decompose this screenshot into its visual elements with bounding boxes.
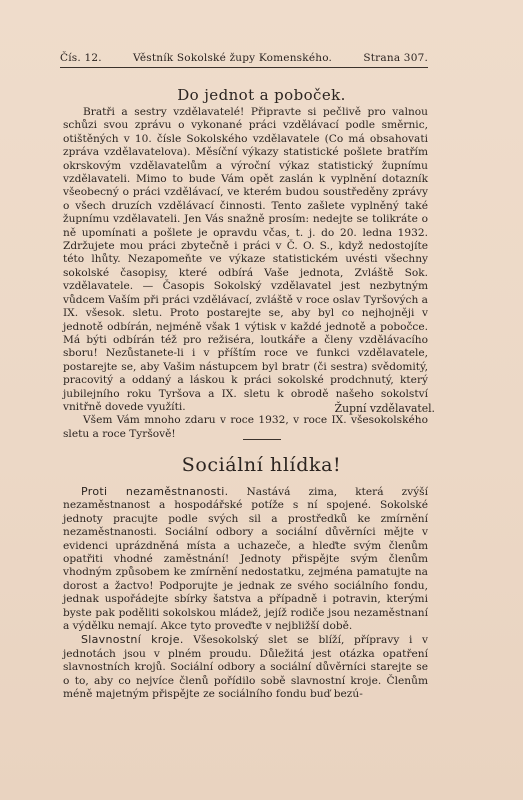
section-title-jednoty: Do jednot a poboček. <box>177 86 346 104</box>
paragraph <box>63 485 428 633</box>
paragraph-text: Všesokolský slet se blíží, přípravy i v jednotách jsou v plném proudu. Důležitá jest otázka opatření slavnostních krojů. Sociální odbory a sociální důvěrníci starejte se o to, aby co nejvíce členů pořídilo sobě slavnostní kroje. Členům méně majetným přispějte ze sociálního fondu buď bezú- <box>63 634 428 701</box>
section-title-socialni: Sociální hlídka! <box>181 454 342 476</box>
paragraph: Všem Vám mnoho zdaru v roce 1932, v roce IX. všesokolského sletu a roce Tyršově! <box>63 414 428 440</box>
header-rule <box>60 67 428 68</box>
paragraph-lead: Proti nezaměstnanosti. <box>81 485 229 498</box>
section-divider <box>0 432 523 446</box>
section-body-socialni <box>63 485 428 702</box>
paragraph <box>63 633 428 701</box>
issue-number: Čís. 12. <box>60 52 102 64</box>
paragraph-lead: Slavnostní kroje. <box>81 633 184 647</box>
journal-title: Věstník Sokolské župy Komenského. <box>133 52 333 64</box>
paragraph-text: Nastává zima, která zvýší nezaměstnanost a hospodářské potíže s ní spojené. Sokolské jednoty pracujte podle svých sil a prostředků ke zmírnění nezaměstnanosti. Sociální odbory a sociální důvěrníci mějte v evidenci uprázdněná místa a uchazeče, a hleďte svým členům opatřiti vhodné zaměstnání! Jednoty přispějte svým členům vhodným způsobem ke zmírnění nedostatku, zejména pamatujte na dorost a žactvo! Podporujte je jednak ze svého sociálního fondu, jednak uspořádejte sbírky šatstva a případně i potravin, kterými byste pak poděliti sokolskou mládež, jejíž rodiče jsou nezaměstnaní a výdělku nemají. Akce tyto proveďte v nejbližší době. <box>63 486 428 633</box>
signature: Župní vzdělavatel. <box>334 402 435 415</box>
page-number: Strana 307. <box>363 52 428 64</box>
paragraph: Bratři a sestry vzdělavatelé! Připravte si pečlivě pro valnou schůzi svou zprávu o vykonané práci vzdělávací podle směrnic, otištěných v 10. čísle Sokolského vzdělavatele (Co má obsahovati zpráva vzdělavatelova). Měsíční výkazy statistické pošlete bratřím okrskovým vzdělavatelům a výroční výkaz statistický župnímu vzdělavateli. Mimo to bude Vám opět zaslán k vyplnění dotazník všeobecný o práci vzdělávací, ve kterém budou soustředěny zprávy o všech druzích vzdělávací činnosti. Tento zašlete vyplněný také župnímu vzdělavateli. Jen Vás snažně prosím: nedejte se tolikráte o ně upomínati a pošlete je opravdu včas, t. j. do 20. ledna 1932. Zdržujete mou práci zbytečně i práci v Č. O. S., když nedostojíte této lhůty. Nezapomeňte ve výkaze statistickém uvésti všechny sokolské časopisy, které odbírá Vaše jednota, Zvláště Sok. vzdělavatele. — Časopis Sokolský vzdělavatel jest nezbytným vůdcem Vaším při práci vzdělávací, zvláště v roce oslav Tyršových a IX. všesok. sletu. Proto postarejte se, aby byl co nejhojněji v jednotě odbírán, nejméně však 1 výtisk v každé jednotě a pobočce. Má býti odbírán též pro režiséra, loutkáře a členy vzdělávacího sboru! Nezůstanete-li i v příštím roce ve funkci vzdělavatele, postarejte se, aby Vašim nástupcem byl bratr (či sestra) svědomitý, pracovitý a oddaný a láskou k práci sokolské prodchnutý, který jubilejního roku Tyršova a IX. sletu k obrodě našeho sokolství vnitřně dovede využíti. <box>63 106 428 413</box>
running-header <box>60 52 428 64</box>
section-body-jednoty <box>63 106 428 441</box>
